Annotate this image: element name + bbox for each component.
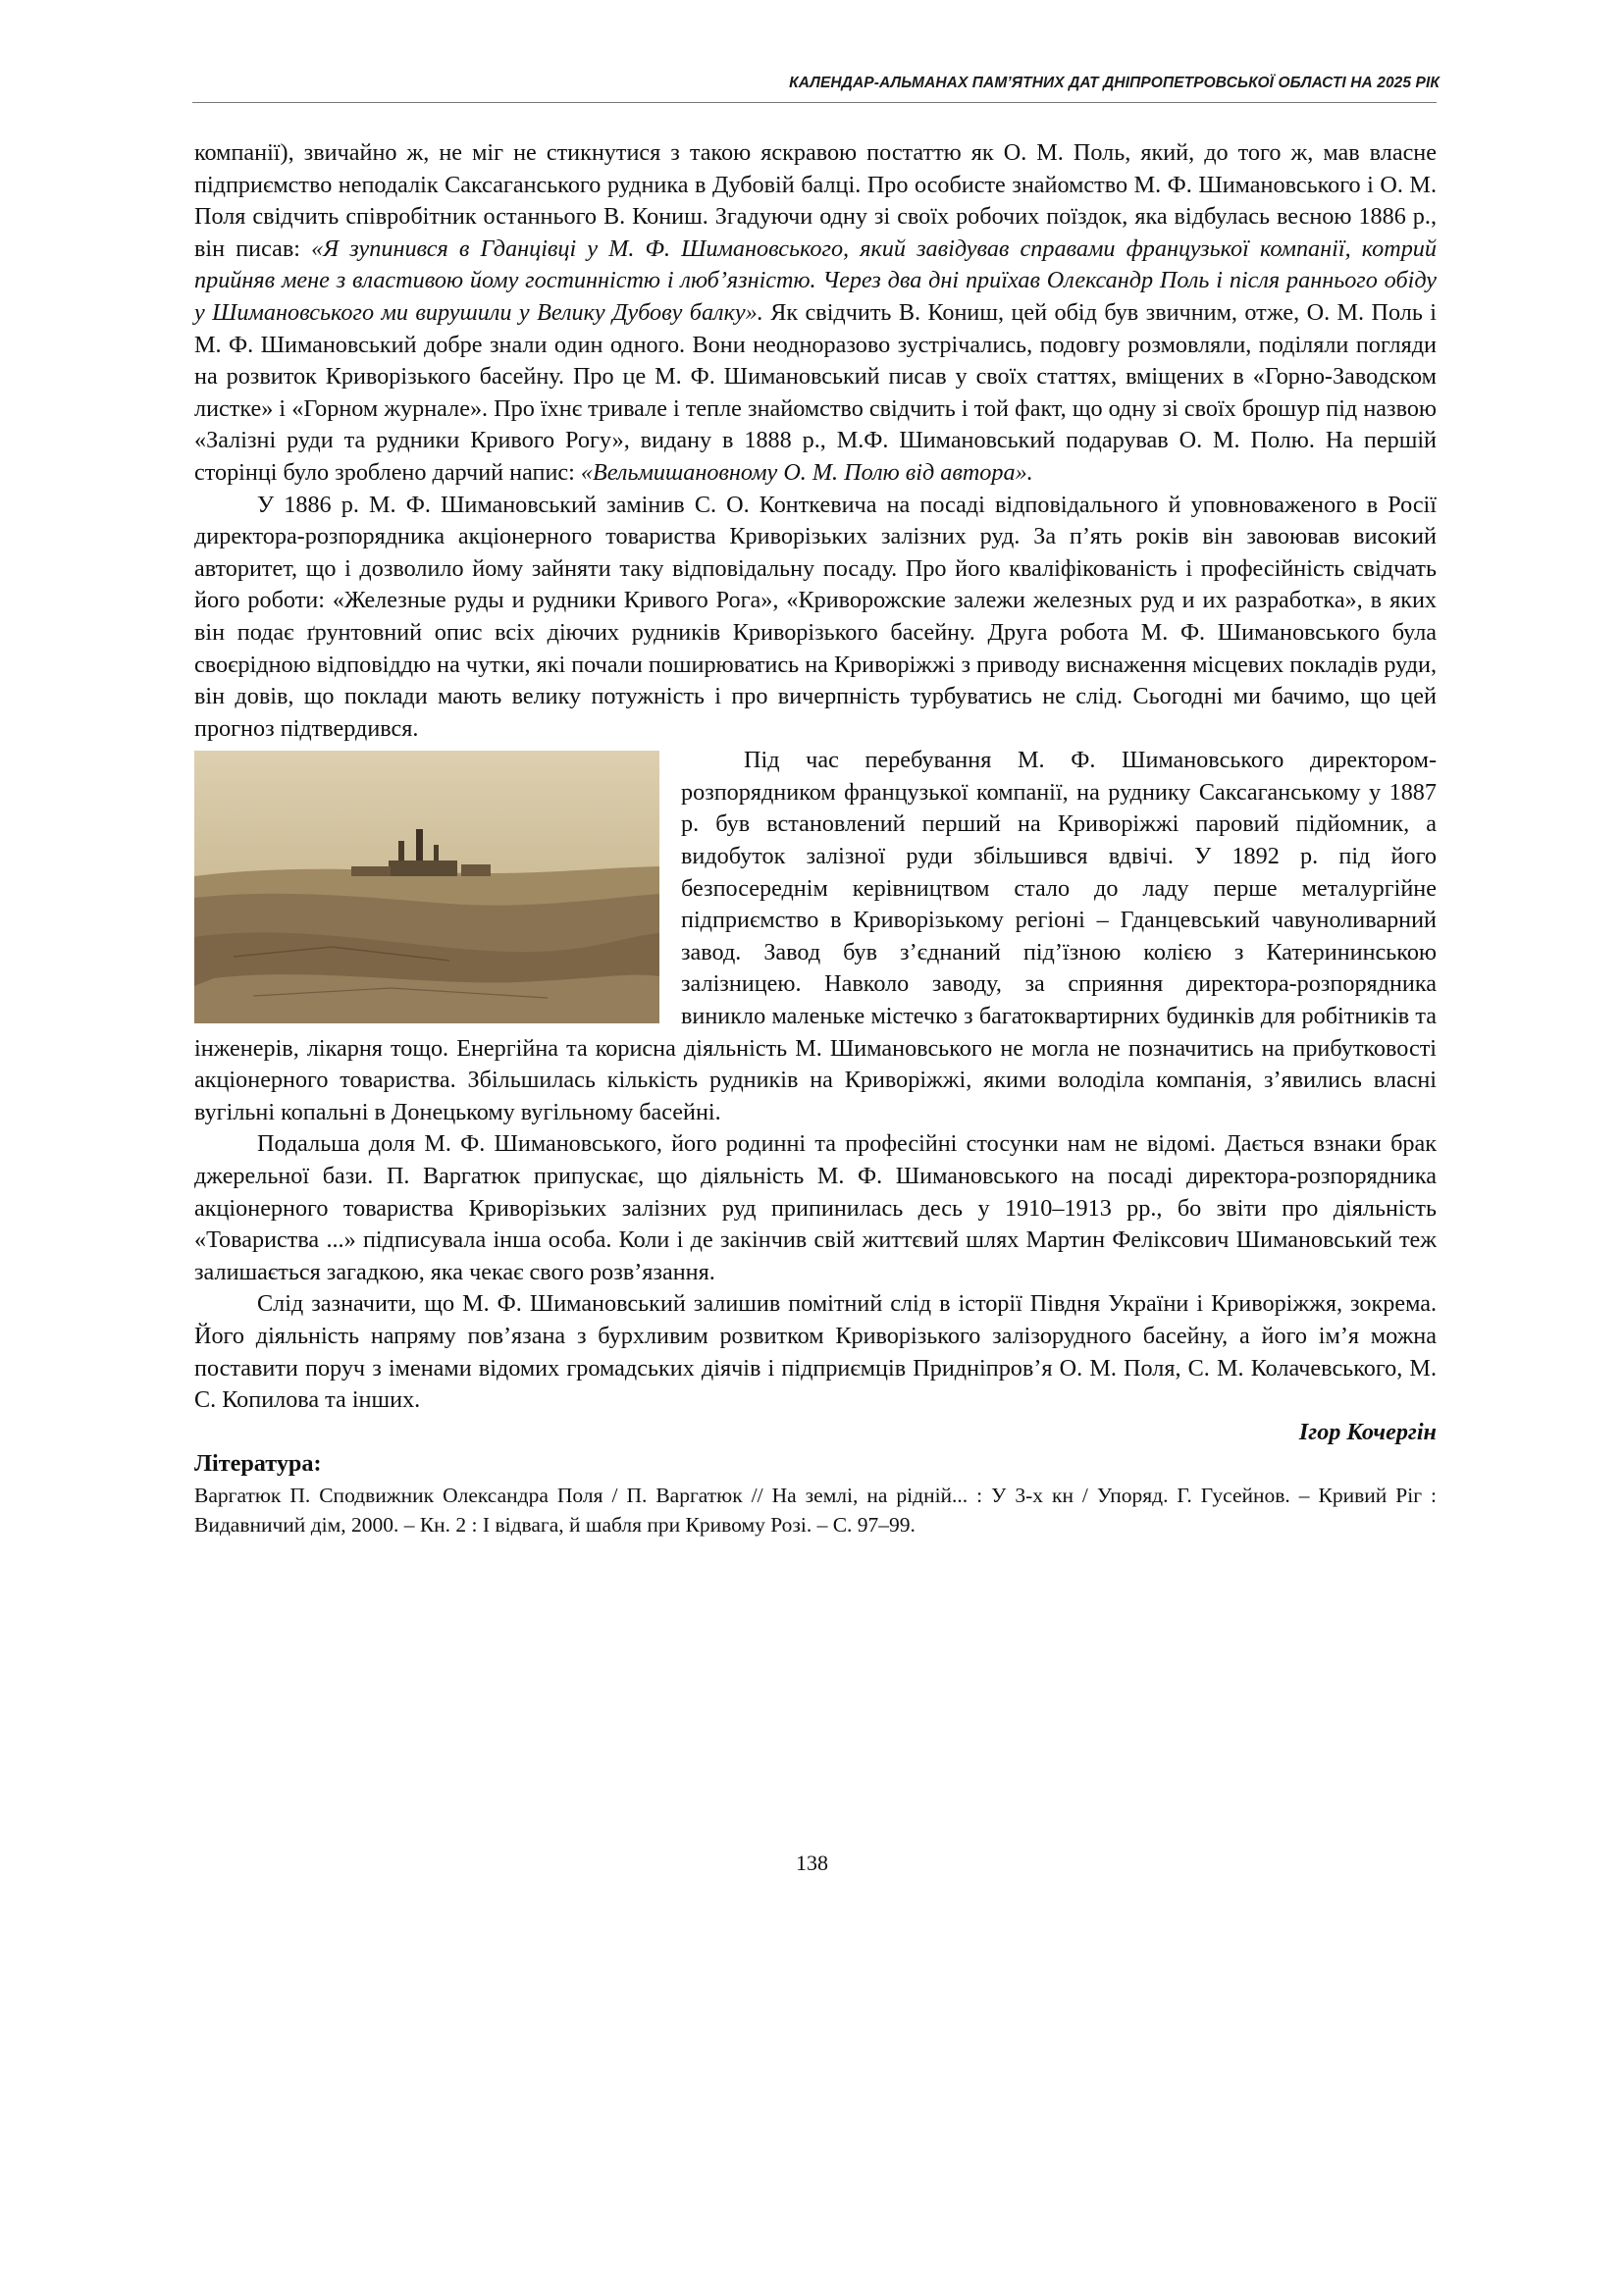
paragraph-3: Під час перебування М. Ф. Шимановського директором-розпорядником французької компанії, на руднику Саксаганському у 1887 р. був встановлений перший на Криворіжжі паровий підйомник, а видобуток залізної руди збільшився вдвічі. У 1892 р. під його безпосереднім керівництвом стало до ладу перше металургійне підприємство в Криворізькому регіоні – Гданцевський чавуноливарний завод. Завод був з’єднаний під’їзною колією з Катерининською залізницею. Навколо заводу, за сприяння директора-розпорядника виникло маленьке містечко з багатоквартирних будинків для робітників та інженерів, лікарня тощо. Енергійна та корисна діяльність М. Шимановського не могла не позначитись на прибутковості акціонерного товариства. Збільшилась кількість рудників на Криворіжжі, якими володіла компанія, з’явились власні вугільні копальні в Донецькому вугільному басейні. xyxy=(194,747,1437,1125)
literature-entry: Варгатюк П. Сподвижник Олександра Поля / П. Варгатюк // На землі, на рідній... : У 3-х кн / Упоряд. Г. Гусейнов. – Кривий Ріг : Видавничий дім, 2000. – Кн. 2 : І відвага, й шабля при Кривому Розі. – С. 97–99. xyxy=(194,1483,1437,1537)
page-number: 138 xyxy=(796,1851,828,1875)
header-rule xyxy=(192,102,1437,103)
dedication-inscription: «Вельмишановному О. М. Полю від автора». xyxy=(580,458,1033,486)
historic-photo-gdantsevsky-plant-icon xyxy=(194,751,659,1023)
paragraph-1 xyxy=(194,137,1437,490)
article-body xyxy=(194,137,1437,1539)
literature-title: Література: xyxy=(194,1450,322,1478)
paragraph-5: Слід зазначити, що М. Ф. Шимановський залишив помітний слід в історії Півдня України і Криворіжжя, зокрема. Його діяльність напряму пов’язана з бурхливим розвитком Криворізького залізорудного басейну, а його ім’я можна поставити поруч з іменами відомих громадських діячів і підприємців Придніпров’я О. М. Поля, С. М. Колачевського, М. С. Копилова та інших. xyxy=(194,1290,1437,1414)
running-header: КАЛЕНДАР-АЛЬМАНАХ ПАМ’ЯТНИХ ДАТ ДНІПРОПЕТРОВСЬКОЇ ОБЛАСТІ НА 2025 РІК xyxy=(789,75,1440,91)
paragraph-1-text-b: Як свідчить В. Кониш, цей обід був звичним, отже, О. М. Поль і М. Ф. Шимановський добре знали один одного. Вони неодноразово зустрічались, подовгу розмовляли, поділяли погляди на розвиток Криворізького басейну. Про це М. Ф. Шимановський писав у своїх статтях, вміщених в «Горно-Заводском листке» і «Горном журнале». Про їхнє тривале і тепле знайомство свідчить і той факт, що одну зі своїх брошур під назвою «Залізні руди та рудники Кривого Рогу», видану в 1888 р., М.Ф. Шимановський подарував О. М. Полю. На першій сторінці було зроблено дарчий напис: xyxy=(194,298,1438,486)
paragraph-1-text-a: компанії), звичайно ж, не міг не стикнутися з такою яскравою постаттю як О. М. Поль, який, до того ж, мав власне підприємство неподалік Саксаганського рудника в Дубовій балці. Про особисте знайомство М. Ф. Шимановського і О. М. Поля свідчить співробітник останнього В. Кониш. Згадуючи одну зі своїх робочих поїздок, яка відбулась весною 1886 р., він писав: xyxy=(194,139,1437,262)
author-signature: Ігор Кочергін xyxy=(1298,1418,1437,1445)
paragraph-2: У 1886 р. М. Ф. Шимановський замінив С. О. Конткевича на посаді відповідального й уповноваженого в Росії директора-розпорядника акціонерного товариства Криворізьких залізних руд. За п’ять років він завоював високий авторитет, що і дозволило йому зайняти таку відповідальну посаду. Про його кваліфікованість і професійність свідчать його роботи: «Железные руды и рудники Кривого Рога», «Криворожские залежи железных руд и их разработка», в яких він подає ґрунтовний опис всіх діючих рудників Криворізького басейну. Друга робота М. Ф. Шимановського була своєрідною відповіддю на чутки, які почали поширюватись на Криворіжжі з приводу виснаження місцевих покладів руди, він довів, що поклади мають велику потужність і про вичерпність турбуватись не слід. Сьогодні ми бачимо, що цей прогноз підтвердився. xyxy=(194,491,1437,742)
historic-photo xyxy=(194,751,659,1023)
kονysh-quote: «Я зупинився в Гданцівці у М. Ф. Шимановського, який завідував справами французької компанії, котрий прийняв мене з властивою йому гостинністю і люб’язністю. Через два дні приїхав Олександр Поль і після раннього обіду у Шимановського ми вирушили у Велику Дубову балку». xyxy=(194,235,1437,326)
paragraph-4: Подальша доля М. Ф. Шимановського, його родинні та професійні стосунки нам не відомі. Дається взнаки брак джерельної бази. П. Варгатюк припускає, що діяльність М. Ф. Шимановського на посаді директора-розпорядника акціонерного товариства Криворізьких залізних руд припинилась десь у 1910–1913 рр., бо звіти про діяльність «Товариства ...» підписувала інша особа. Коли і де закінчив свій життєвий шлях Мартин Феліксович Шимановський теж залишається загадкою, яка чекає свого розв’язання. xyxy=(194,1130,1437,1285)
